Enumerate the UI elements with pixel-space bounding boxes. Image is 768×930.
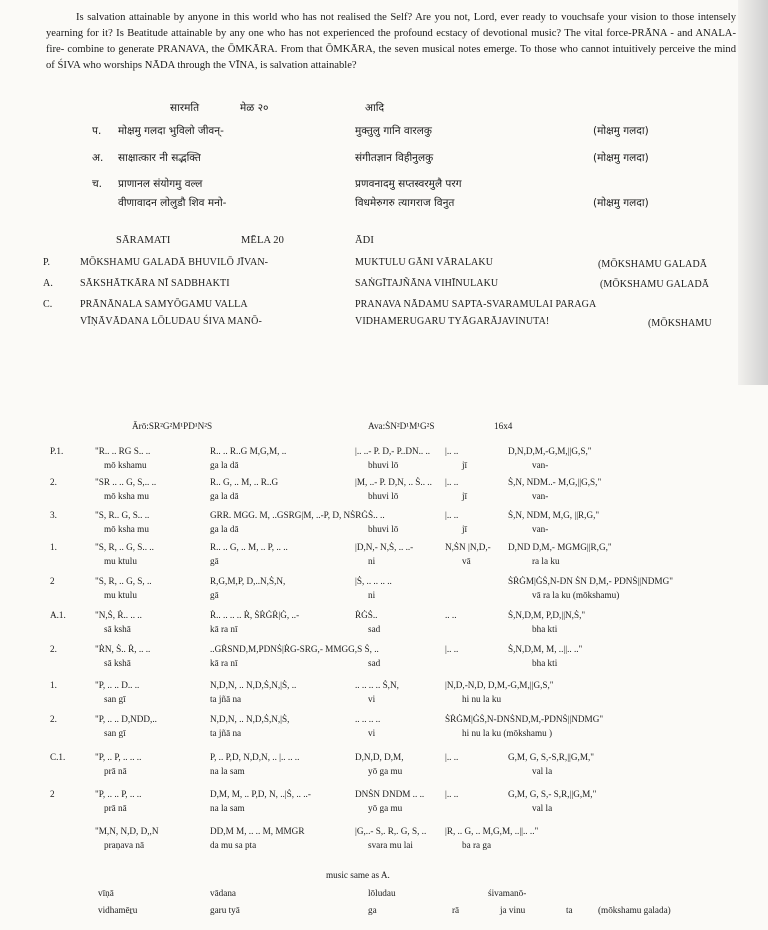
lyric-syllable: gā — [210, 556, 219, 566]
lyric-syllable: mō ksha mu — [104, 524, 149, 534]
swara-group: ṘĠṠ.. — [355, 610, 378, 620]
lyric-syllable: ga la dā — [210, 491, 239, 501]
swara-group: .. .. .. .. — [355, 714, 381, 724]
notation-row-label: 2. — [50, 477, 57, 487]
rom-row-refrain: (MŌKSHAMU GALADĀ — [600, 279, 710, 290]
dev-row-label: अ. — [92, 152, 104, 164]
swara-group: |.. .. — [445, 644, 459, 654]
rom-row-right: VIDHAMERUGARU TYĀGARĀJAVINUTA! — [355, 316, 550, 327]
dev-tala: आदि — [365, 102, 385, 114]
lyric-syllable: bhuvi lō — [368, 491, 399, 501]
dev-raga: सारमति — [170, 102, 200, 114]
lyric-syllable: ta — [566, 905, 573, 915]
swara-group: .. .. — [445, 610, 457, 620]
arohana: Ārō:SR²G²M¹PD¹N²S — [132, 421, 213, 431]
rom-row-left: VĪṆĀVĀDANA LŌLUDAU ŚIVA MANŌ- — [80, 316, 262, 327]
lyric-syllable: da mu sa pta — [210, 840, 257, 850]
rom-tala: ĀDI — [355, 235, 374, 246]
swara-group: N,ṠN |N,D,- — [445, 542, 491, 552]
lyric-syllable: ta jñā na — [210, 694, 242, 704]
lyric-syllable: ra la ku — [532, 556, 560, 566]
rom-row-left: MŌKSHAMU GALADĀ BHUVILŌ JĪVAN- — [80, 257, 269, 268]
dev-row-refrain: (मोक्षमु गलदा) — [593, 197, 649, 209]
swara-group: "P, .. .. D.. .. — [95, 680, 140, 690]
rom-row-refrain: (MŌKSHAMU GALADĀ — [598, 259, 708, 270]
lyric-syllable: mu ktulu — [104, 590, 137, 600]
scan-edge-shadow — [738, 0, 768, 385]
rom-row-refrain: (MŌKSHAMU — [648, 318, 712, 329]
notation-row-label: 1. — [50, 542, 57, 552]
notation-row-label: 3. — [50, 510, 57, 520]
intro-text: Is salvation attainable by anyone in this world who has not realised the Self? Are you not, Lord, ever ready to vouchsafe your vision to those intensely yearning for it? Is Beatitude attainable by any one who has not experienced the profound ecstacy of devotional music? The vital force-PRĀNA - and ANALA- fire- combine to generate PRANAVA, the ŌMKĀRA. From that ŌMKĀRA, the seven musical notes emerge. To those who cannot intuitively perceive the mind of ŚIVA who worships NĀDA through the VĪNA, is salvation attainable? — [46, 12, 736, 71]
music-same-note: music same as A. — [326, 870, 390, 880]
notation-row-label: 2. — [50, 644, 57, 654]
lyric-syllable: prā nā — [104, 803, 127, 813]
lyric-syllable: ja vinu — [500, 905, 526, 915]
dev-row-label: च. — [92, 178, 103, 190]
notation-row-label: 2 — [50, 576, 55, 586]
dev-row-refrain: (मोक्षमु गलदा) — [593, 152, 649, 164]
lyric-syllable: yō ga mu — [368, 766, 403, 776]
swara-group: "P, .. .. P, .. .. — [95, 789, 142, 799]
lyric-syllable: mu ktulu — [104, 556, 137, 566]
dev-row-right: मुक्तुलु गानि वारलकु — [355, 125, 432, 137]
lyric-syllable: na la sam — [210, 803, 245, 813]
swara-group: D,N,D,M,-G,M,||G,S," — [508, 446, 592, 456]
lyric-syllable: sad — [368, 658, 381, 668]
rom-row-label: C. — [43, 299, 53, 310]
lyric-syllable: bhuvi lō — [368, 460, 399, 470]
dev-row-left: मोक्षमु गलदा भुविलो जीवन्- — [118, 125, 224, 137]
swara-group: |.. .. — [445, 510, 459, 520]
swara-group: DNṠN DNDM .. .. — [355, 789, 425, 799]
swara-group: R,G,M,P, D,..N,Ṡ,N, — [210, 576, 286, 586]
intro-paragraph — [46, 10, 736, 74]
lyric-syllable: mō kshamu — [104, 460, 147, 470]
swara-group: |R, .. G, .. M,G,M, ..||.. .." — [445, 826, 539, 836]
lyric-syllable: van- — [532, 460, 549, 470]
swara-group: N,D,N, .. N,D,Ṡ,N,|Ṡ, .. — [210, 680, 297, 690]
lyric-syllable: na la sam — [210, 766, 245, 776]
lyric-syllable: vi — [368, 728, 376, 738]
lyric-syllable: sā kshā — [104, 624, 131, 634]
swara-group: DD,M M, .. .. M, MMGR — [210, 826, 305, 836]
tala-count: 16x4 — [494, 421, 513, 431]
swara-group: Ṡ,N,D,M, M, ..||.. .." — [508, 644, 583, 654]
dev-mela: मेळ २० — [240, 102, 269, 114]
lyric-syllable: ga la dā — [210, 524, 239, 534]
swara-group: Ṡ,N, NDM..- M,G,||G,S," — [508, 477, 602, 487]
lyric-syllable: svara mu lai — [368, 840, 413, 850]
swara-group: "M,N, N,D, D,,N — [95, 826, 159, 836]
swara-group: "P, .. .. D,NDD,.. — [95, 714, 157, 724]
swara-group: "S, R, .. G, S, .. — [95, 576, 152, 586]
rom-row-right: SAṄGĪTAJÑĀNA VIHĪNULAKU — [355, 278, 499, 289]
lyric-syllable: bhuvi lō — [368, 524, 399, 534]
rom-row-label: P. — [43, 257, 51, 268]
swara-group: "P, .. P, .. .. .. — [95, 752, 142, 762]
notation-row-label: 2 — [50, 789, 55, 799]
swara-group: GRR. MGG. M, ..GSRG|M, ..-P, D, NṠRĠṠ.. .. — [210, 510, 385, 520]
swara-group: |.. ..- P. D,- P..DN.. .. — [355, 446, 431, 456]
lyric-syllable: sad — [368, 624, 381, 634]
notation-row-label: C.1. — [50, 752, 66, 762]
swara-group: G,M, G, S,-S,R,||G,M," — [508, 752, 595, 762]
swara-group: D,ND D,M,- MGMG||R,G," — [508, 542, 612, 552]
dev-row-left: साक्षात्कार नी सद्भक्ति — [118, 152, 201, 164]
lyric-syllable: vidhamēṟu — [98, 905, 138, 915]
swara-group: |D,N,- N,Ṡ, .. ..- — [355, 542, 414, 552]
swara-group: Ṡ,N, NDM, M,G, ||R,G," — [508, 510, 600, 520]
lyric-syllable: śivamanō- — [488, 888, 527, 898]
swara-group: Ṙ.. .. .. .. Ṙ, ṠṘĠṘ|Ġ, ..- — [210, 610, 300, 620]
lyric-syllable: bha kti — [532, 624, 558, 634]
lyric-syllable: prā nā — [104, 766, 127, 776]
lyric-syllable: vādana — [210, 888, 237, 898]
rom-row-left: SĀKSHĀTKĀRA NĪ SADBHAKTI — [80, 278, 230, 289]
swara-group: "ṘN, Ṡ.. Ṙ, .. .. — [95, 644, 151, 654]
lyric-syllable: jī — [462, 524, 468, 534]
swara-group: |M, ..- P. D,N, .. Ṡ.. .. — [355, 477, 432, 487]
lyric-syllable: sā kshā — [104, 658, 131, 668]
swara-group: D,N,D, D,M, — [355, 752, 404, 762]
swara-group: |N,D,-N,D, D,M,-G,M,||G,S," — [445, 680, 554, 690]
swara-group: P, .. P,D, N,D,N, .. |.. .. .. — [210, 752, 300, 762]
swara-group: .. .. .. .. Ṡ,N, — [355, 680, 399, 690]
dev-row-right: संगीतज्ञान विहीनुलकु — [355, 152, 434, 164]
lyric-syllable: val la — [532, 803, 553, 813]
swara-group: ..GṘSND,M,PDNṠ|ṘG-SRG,- MMGG,S Ṡ, .. — [210, 644, 379, 654]
lyric-syllable: jī — [462, 460, 468, 470]
rom-raga: SĀRAMATI — [116, 235, 171, 246]
swara-group: |Ṡ, .. .. .. .. — [355, 576, 392, 586]
lyric-syllable: ga la dā — [210, 460, 239, 470]
lyric-syllable: rā — [452, 905, 460, 915]
lyric-syllable: praṇava nā — [104, 840, 145, 850]
lyric-syllable: ta jñā na — [210, 728, 242, 738]
dev-row-left: प्राणानल संयोगमु वल्ल — [118, 178, 203, 190]
lyric-syllable: mō ksha mu — [104, 491, 149, 501]
swara-group: D,M, M, .. P,D, N, ..|Ṡ, .. ..- — [210, 789, 311, 799]
avarohana: Ava:ṠN²D¹M¹G²S — [368, 421, 435, 431]
lyric-syllable: hi nu la ku (mōkshamu ) — [462, 728, 553, 738]
lyric-syllable: san gī — [104, 694, 126, 704]
dev-row-refrain: (मोक्षमु गलदा) — [593, 125, 649, 137]
swara-group: "SR .. .. G, S,.. .. — [95, 477, 157, 487]
lyric-syllable: bha kti — [532, 658, 558, 668]
swara-group: R.. .. R..G M,G,M, .. — [210, 446, 287, 456]
lyric-syllable: garu tyā — [210, 905, 240, 915]
lyric-syllable: ba ra ga — [462, 840, 492, 850]
notation-row-label: A.1. — [50, 610, 66, 620]
rom-row-right: MUKTULU GĀNI VĀRALAKU — [355, 257, 494, 268]
lyric-syllable: ga — [368, 905, 377, 915]
lyric-syllable: val la — [532, 766, 553, 776]
swara-group: R.. G, .. M, .. R..G — [210, 477, 279, 487]
notation-row-label: P.1. — [50, 446, 64, 456]
lyric-syllable: van- — [532, 524, 549, 534]
notation-row-label: 1. — [50, 680, 57, 690]
swara-group: |.. .. — [445, 752, 459, 762]
swara-group: |.. .. — [445, 446, 459, 456]
notation-row-label: 2. — [50, 714, 57, 724]
lyric-syllable: kā ra nī — [210, 624, 238, 634]
refrain-label: (mōkshamu galada) — [598, 905, 671, 915]
lyric-syllable: vā ra la ku (mōkshamu) — [532, 590, 620, 600]
lyric-syllable: kā ra nī — [210, 658, 238, 668]
swara-group: |.. .. — [445, 477, 459, 487]
dev-row-right: विधमेरुगरु त्यागराज विनुत — [355, 197, 455, 209]
lyric-syllable: yō ga mu — [368, 803, 403, 813]
lyric-syllable: ni — [368, 556, 376, 566]
swara-group: |.. .. — [445, 789, 459, 799]
swara-group: |G,..- S,. R,. G, S, .. — [355, 826, 427, 836]
rom-mela: MĒLA 20 — [241, 235, 284, 246]
lyric-syllable: jī — [462, 491, 468, 501]
lyric-syllable: lōludau — [368, 888, 396, 898]
swara-group: ṠṘĠM|ĠṠ,N-DNṠND,M,-PDNṠ||NDMG" — [445, 714, 604, 724]
swara-group: "S, R.. G, S.. .. — [95, 510, 150, 520]
lyric-syllable: van- — [532, 491, 549, 501]
lyric-syllable: vā — [462, 556, 471, 566]
lyric-syllable: hi nu la ku — [462, 694, 502, 704]
swara-group: "S, R, .. G, S.. .. — [95, 542, 154, 552]
rom-row-label: A. — [43, 278, 53, 289]
lyric-syllable: vi — [368, 694, 376, 704]
swara-group: N,D,N, .. N,D,Ṡ,N,|Ṡ, — [210, 714, 290, 724]
swara-group: Ṡ,N,D,M, P,D,||N,Ṡ," — [508, 610, 586, 620]
dev-row-left: वीणावादन लोलुडौ शिव मनो- — [118, 197, 227, 209]
swara-group: ṠṘĠM|ĠṠ,N-DN ṠN D,M,- PDNṠ||NDMG" — [508, 576, 673, 586]
swara-group: "R.. .. RG S.. .. — [95, 446, 151, 456]
dev-row-label: प. — [92, 125, 102, 137]
swara-group: G,M, G, S,- S,R,||G,M," — [508, 789, 597, 799]
lyric-syllable: gā — [210, 590, 219, 600]
dev-row-right: प्रणवनादमु सप्तस्वरमुलै परग — [355, 178, 462, 190]
lyric-syllable: ni — [368, 590, 376, 600]
rom-row-right: PRANAVA NĀDAMU SAPTA-SVARAMULAI PARAGA — [355, 299, 597, 310]
lyric-syllable: vīṇā — [98, 888, 114, 898]
swara-group: R.. .. G, .. M, .. P, .. .. — [210, 542, 288, 552]
lyric-syllable: san gī — [104, 728, 126, 738]
rom-row-left: PRĀNĀNALA SAMYŌGAMU VALLA — [80, 299, 248, 310]
swara-group: "N,Ṡ, Ṙ.. .. .. — [95, 610, 142, 620]
